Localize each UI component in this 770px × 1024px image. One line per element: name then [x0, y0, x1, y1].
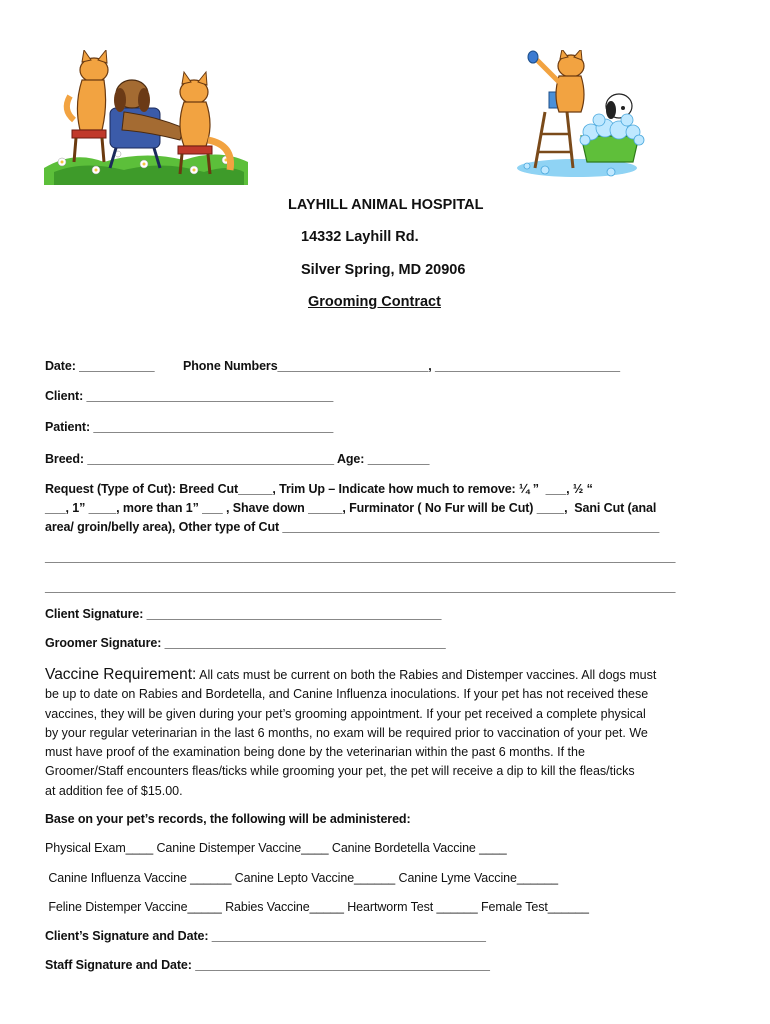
vaccine-text-line-7: at addition fee of $15.00. [45, 783, 183, 798]
administered-row-1[interactable]: Physical Exam____ Canine Distemper Vaccine____ Canine Bordetella Vaccine ____ [45, 841, 507, 855]
hospital-name: LAYHILL ANIMAL HOSPITAL [288, 197, 484, 213]
administered-row-3[interactable]: Feline Distemper Vaccine_____ Rabies Vaccine_____ Heartworm Test ______ Female Test______ [45, 900, 589, 914]
breed-age-field[interactable]: Breed: ____________________________________ Age: _________ [45, 452, 430, 466]
cat-bathing-dog-icon [515, 50, 645, 180]
client-field[interactable]: Client: ____________________________________ [45, 389, 334, 403]
administered-heading: Base on your pet’s records, the following will be administered: [45, 812, 411, 826]
client-signature-date-field[interactable]: Client’s Signature and Date: ________________________________________ [45, 929, 486, 943]
groomer-signature-field[interactable]: Groomer Signature: _________________________________________ [45, 636, 446, 650]
date-field[interactable]: Date: ___________ [45, 359, 155, 373]
vaccine-requirement-heading: Vaccine Requirement: [45, 666, 197, 683]
cats-grooming-dog-icon [44, 50, 248, 185]
vaccine-text-line-5: must have proof of the examination being done by the veterinarian within the past 6 months. If the [45, 745, 585, 760]
request-blank-line-1[interactable]: ____________________________________________________________________________________________ [45, 550, 676, 564]
request-line-2[interactable]: ___, 1” ____, more than 1” ___ , Shave down _____, Furminator ( No Fur will be Cut) ____, Sani Cut (anal [45, 501, 657, 515]
request-line-1[interactable]: Request (Type of Cut): Breed Cut_____, Trim Up – Indicate how much to remove: ¼ ” ___, ½ “ [45, 482, 593, 496]
client-signature-field[interactable]: Client Signature: ___________________________________________ [45, 607, 442, 621]
address-line-1: 14332 Layhill Rd. [301, 229, 419, 245]
request-line-3[interactable]: area/ groin/belly area), Other type of Cut _______________________________________________________ [45, 520, 660, 534]
request-blank-line-2[interactable]: ____________________________________________________________________________________________ [45, 580, 676, 594]
staff-signature-date-field[interactable]: Staff Signature and Date: ___________________________________________ [45, 958, 490, 972]
vaccine-text-line-3: vaccines, they will be given during your pet’s grooming appointment. If your pet received a complete physical [45, 706, 646, 721]
vaccine-text-line-2: be up to date on Rabies and Bordetella, and Canine Influenza inoculations. If your pet has not received these [45, 687, 649, 702]
administered-row-2[interactable]: Canine Influenza Vaccine ______ Canine Lepto Vaccine______ Canine Lyme Vaccine______ [45, 871, 558, 885]
vaccine-text-line-6: Groomer/Staff encounters fleas/ticks while grooming your pet, the pet will receive a dip to kill the fleas/ticks [45, 764, 635, 779]
address-line-2: Silver Spring, MD 20906 [301, 262, 466, 278]
vaccine-text-line-1: All cats must be current on both the Rabies and Distemper vaccines. All dogs must [196, 668, 657, 682]
phone-numbers-field[interactable]: Phone Numbers______________________, ___________________________ [183, 359, 621, 373]
vaccine-requirement-paragraph [45, 665, 735, 801]
patient-field[interactable]: Patient: ___________________________________ [45, 420, 334, 434]
vaccine-text-line-4: by your regular veterinarian in the last 6 months, no exam will be required prior to vaccination of your pet. We [45, 725, 648, 740]
document-title: Grooming Contract [308, 294, 441, 310]
